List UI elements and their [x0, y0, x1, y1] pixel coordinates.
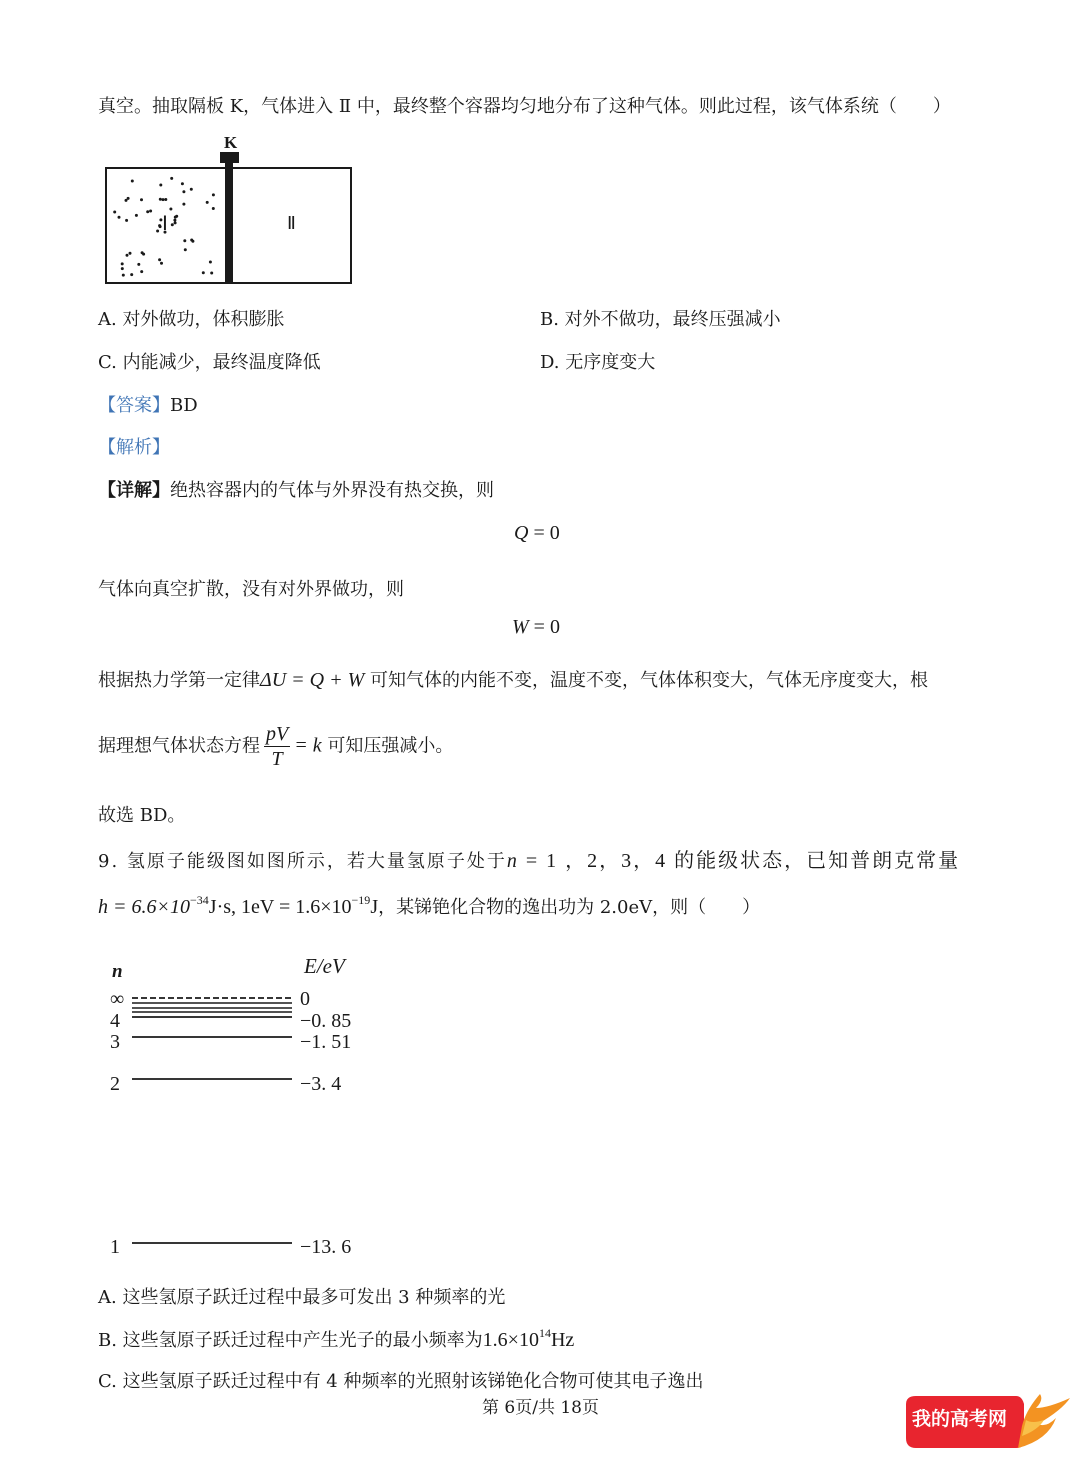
- detail-3-post: 可知气体的内能不变，温度不变，气体体积变大，气体无序度变大，根: [364, 670, 928, 691]
- gas-particle: [127, 197, 130, 200]
- label-k: K: [224, 133, 238, 152]
- planck-exponent: −34: [190, 893, 209, 907]
- gas-particle: [121, 267, 124, 270]
- gas-particle: [140, 270, 143, 273]
- gas-particle: [209, 261, 212, 264]
- planck-unit-ev: J·s, 1eV = 1.6×10: [208, 896, 352, 918]
- q9-option-b-text: B. 这些氢原子跃迁过程中产生光子的最小频率为: [98, 1330, 483, 1351]
- detail-4-pre: 据理想气体状态方程: [98, 735, 260, 757]
- gas-particle: [190, 188, 193, 191]
- detail-line-2: 气体向真空扩散，没有对外界做功，则: [98, 579, 404, 600]
- frac-numerator: pV: [266, 723, 289, 745]
- axis-label-n: n: [112, 961, 123, 982]
- eq-q-lhs: Q: [514, 522, 529, 544]
- gas-particle: [212, 207, 215, 210]
- eq-q-rhs: = 0: [528, 522, 560, 544]
- planck-constant: h = 6.6×10: [98, 896, 190, 918]
- energy-levels: [110, 988, 351, 1258]
- gas-particle: [125, 219, 128, 222]
- gas-particle: [158, 258, 161, 261]
- equation-w: [512, 616, 560, 639]
- level-n-label: ∞: [110, 988, 125, 1010]
- level-n-label: 3: [110, 1031, 120, 1053]
- gas-particle: [130, 273, 133, 276]
- gas-particle: [182, 190, 185, 193]
- gas-particle: [131, 180, 134, 183]
- gas-particle: [206, 201, 209, 204]
- gas-particle: [137, 263, 140, 266]
- gas-particle: [135, 214, 138, 217]
- gas-particle: [190, 239, 193, 242]
- option-b: B. 对外不做功，最终压强减小: [540, 309, 781, 330]
- gas-particle: [181, 182, 184, 185]
- label-region-2: Ⅱ: [287, 213, 296, 233]
- option-c: C. 内能减少，最终温度降低: [98, 352, 321, 373]
- detail-line-1: [98, 476, 494, 502]
- ev-unit: J: [370, 896, 379, 918]
- level-energy-label: −1. 51: [300, 1031, 352, 1053]
- label-region-1: Ⅰ: [162, 213, 168, 235]
- gas-particle: [158, 224, 161, 227]
- ev-exponent: −19: [351, 893, 371, 907]
- gas-particle: [149, 210, 152, 213]
- ideal-gas-rhs: = k: [294, 734, 322, 757]
- q9-stem-2-post: ，某锑铯化合物的逸出功为 2.0eV，则（ ）: [378, 897, 761, 918]
- gas-particle: [160, 262, 163, 265]
- eq-w-lhs: W: [512, 616, 529, 638]
- detail-line-3: [98, 666, 928, 692]
- gas-particle: [173, 219, 176, 222]
- analysis-tag: 【解析】: [98, 437, 170, 458]
- answer-value: BD: [170, 395, 198, 416]
- gas-particle: [210, 272, 213, 275]
- gas-particle: [126, 254, 129, 257]
- level-energy-label: −0. 85: [300, 1010, 352, 1032]
- energy-level-diagram: [100, 945, 380, 1265]
- level-n-label: 4: [110, 1010, 120, 1032]
- gas-particle: [170, 177, 173, 180]
- min-frequency-value: 1.6×10: [482, 1329, 539, 1351]
- gas-particle: [156, 230, 159, 233]
- gas-particle: [182, 203, 185, 206]
- q8-stem-tail: 真空。抽取隔板 K，气体进入 Ⅱ 中，最终整个容器均匀地分布了这种气体。则此过程，该气体系统（ ）: [98, 96, 951, 117]
- detail-3-pre: 根据热力学第一定律: [98, 670, 260, 691]
- gas-particle: [212, 193, 215, 196]
- level-n-label: 2: [110, 1073, 120, 1095]
- q9-option-c: C. 这些氢原子跃迁过程中有 4 种频率的光照射该锑铯化合物可使其电子逸出: [98, 1371, 704, 1392]
- q9-n-values: = 1 ，2，3，4 的能级状态，已知普朗克常量: [518, 850, 961, 872]
- answer-tag: 【答案】: [98, 395, 170, 416]
- q9-stem-1: [98, 844, 960, 873]
- detail-line-4: [98, 722, 453, 771]
- gas-particle: [146, 210, 149, 213]
- q9-stem-2: [98, 893, 760, 919]
- detail-tag: 【详解】: [98, 480, 170, 501]
- conclusion: 故选 BD。: [98, 805, 186, 826]
- answer-line: [98, 391, 198, 417]
- option-d: D. 无序度变大: [540, 352, 656, 373]
- page-footer: 第 6页/共 18页: [482, 1398, 599, 1418]
- gas-particle: [141, 251, 144, 254]
- gas-particle: [121, 262, 124, 265]
- detail-text-1: 绝热容器内的气体与外界没有热交换，则: [170, 480, 494, 501]
- q9-option-b: [98, 1326, 574, 1352]
- axis-label-energy: E/eV: [304, 954, 345, 978]
- q9-stem-1-text: 9. 氢原子能级图如图所示，若大量氢原子处于: [98, 851, 507, 872]
- option-a: A. 对外做功，体积膨胀: [98, 309, 285, 330]
- gas-particle: [169, 208, 172, 211]
- gas-particle: [171, 223, 174, 226]
- site-logo: [898, 1390, 1074, 1452]
- container-figure: [100, 128, 360, 290]
- first-law-equation: ΔU = Q + W: [260, 669, 365, 691]
- min-frequency-exponent: 14: [538, 1326, 551, 1340]
- gas-particle: [122, 274, 125, 277]
- min-frequency-unit: Hz: [550, 1329, 575, 1351]
- level-energy-label: −3. 4: [300, 1073, 342, 1095]
- gas-particle: [183, 239, 186, 242]
- gas-particle: [184, 248, 187, 251]
- level-energy-label: 0: [300, 988, 310, 1010]
- gas-particle: [164, 198, 167, 201]
- level-n-label: 1: [110, 1236, 120, 1258]
- gas-particle: [175, 215, 178, 218]
- eq-w-rhs: = 0: [528, 616, 560, 638]
- logo-text: 我的高考网: [912, 1408, 1008, 1430]
- equation-q: [514, 522, 560, 545]
- frac-denominator: T: [271, 748, 283, 770]
- detail-4-post: 可知压强减小。: [321, 735, 454, 757]
- gas-particle: [202, 271, 205, 274]
- gas-particle: [159, 198, 162, 201]
- q9-n-symbol: n: [506, 850, 519, 872]
- gas-particle: [174, 221, 177, 224]
- level-energy-label: −13. 6: [300, 1236, 352, 1258]
- gas-particle: [129, 252, 132, 255]
- gas-particle: [118, 216, 121, 219]
- gas-particle: [162, 198, 165, 201]
- gas-particle: [140, 198, 143, 201]
- partition-handle: [220, 152, 239, 163]
- ideal-gas-fraction: [264, 722, 290, 771]
- q9-option-a: A. 这些氢原子跃迁过程中最多可发出 3 种频率的光: [98, 1287, 506, 1308]
- gas-particle: [113, 211, 116, 214]
- gas-particle: [159, 184, 162, 187]
- partition-k: [225, 163, 233, 283]
